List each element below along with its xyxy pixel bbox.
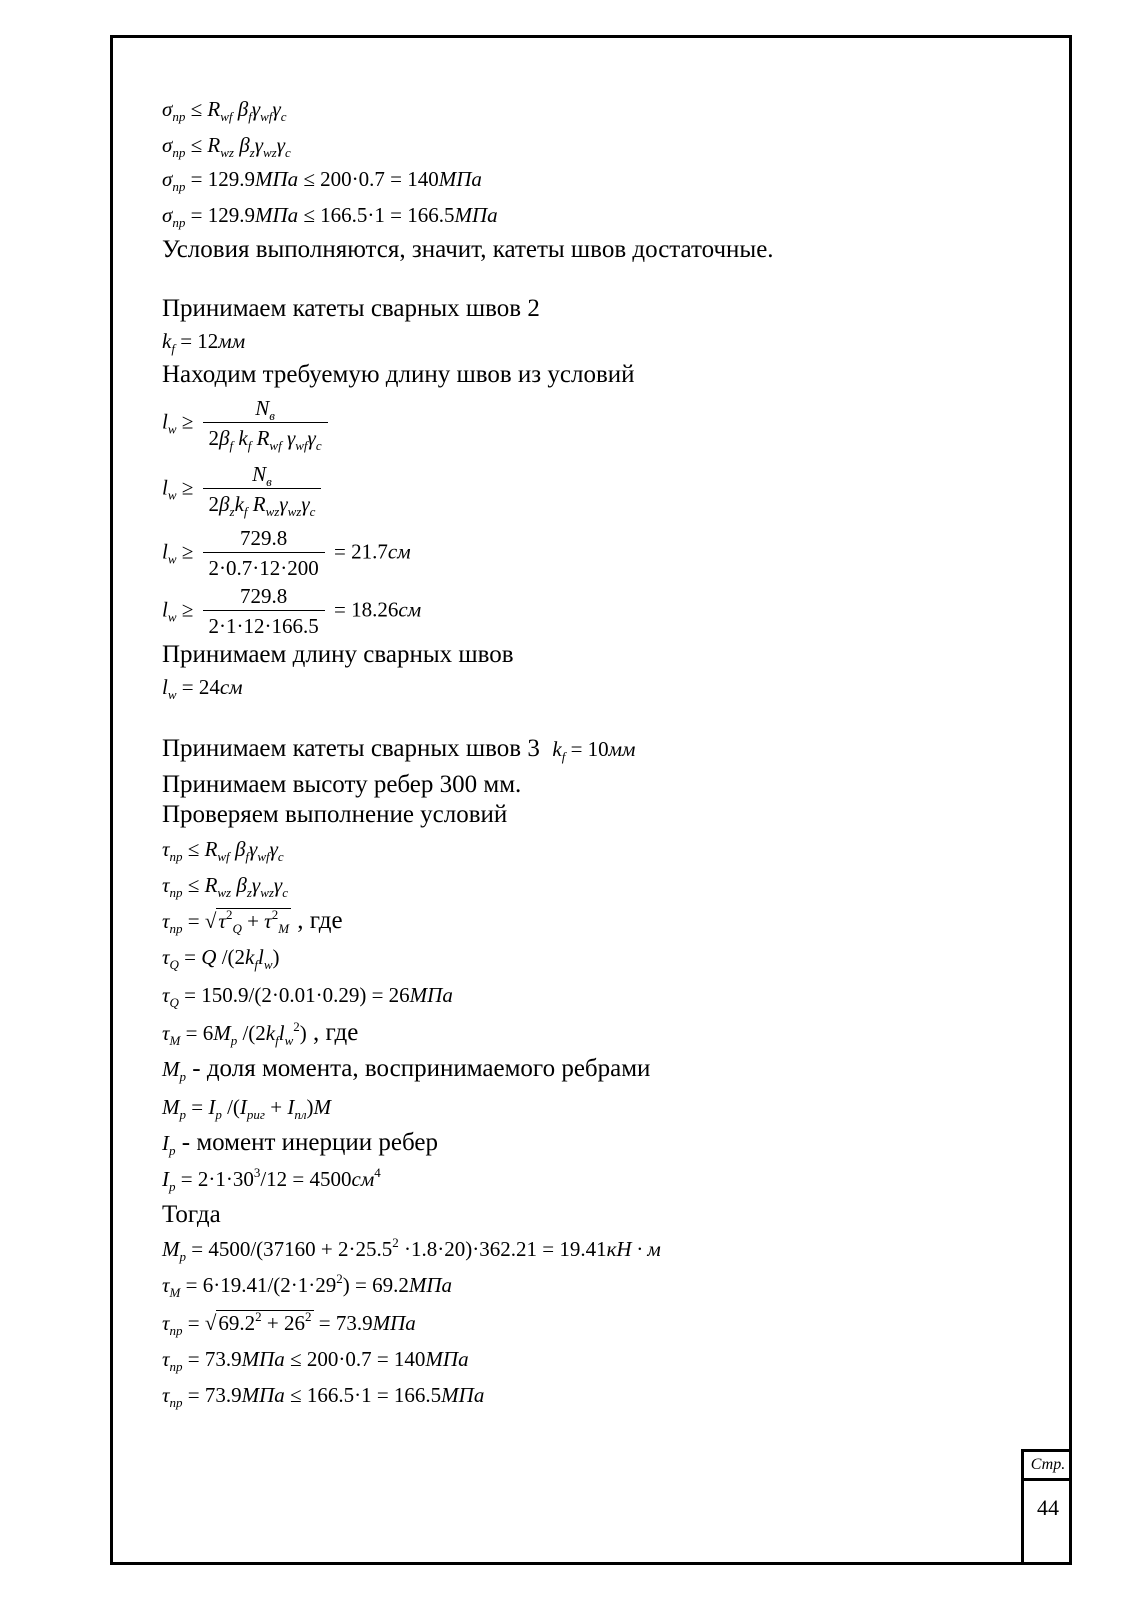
formula-sigma-wf: $\sigma_{пр} \le R_{wf}$ $\beta_f\gamma_{wf}\gamma_c$ (162, 97, 287, 124)
formula-tau-check-1: $\tau_{пр} = 73.9МПа \le 200\cdot 0.7 = 140МПа$ (162, 1347, 469, 1374)
text-check-conditions: Проверяем выполнение условий (162, 801, 508, 828)
text-weld-length: Принимаем длину сварных швов (162, 641, 514, 668)
formula-sigma-check-2: $\sigma_{пр} = 129.9МПа \le 166.5\cdot 1 = 166.5МПа$ (162, 203, 498, 230)
formula-tau-m-calc: $\tau_M = 6\cdot 19.41/(2\cdot 1\cdot 29^2) = 69.2МПа$ (162, 1271, 453, 1300)
formula-lw-fraction-f: $l_w$ ≥ $\frac{N_в}{2\beta_f k_f R_{wf} \gamma_{wf}\gamma_c}$ (162, 396, 332, 451)
formula-tau-check-2: $\tau_{пр} = 73.9МПа \le 166.5\cdot 1 = 166.5МПа$ (162, 1383, 485, 1410)
page-number: 44 (1037, 1495, 1059, 1520)
formula-sigma-wz: $\sigma_{пр} \le R_{wz}$ $\beta_z\gamma_{wz}\gamma_c$ (162, 133, 291, 160)
formula-tau-wz: $\tau_{пр} \le R_{wz}$ $\beta_z\gamma_{wz}\gamma_c$ (162, 873, 288, 900)
formula-tau-wf: $\tau_{пр} \le R_{wf}$ $\beta_f\gamma_{wf}\gamma_c$ (162, 837, 284, 864)
formula-tau-sqrt: $\tau_{пр} = √\tau^2_Q + \tau^2_M$ , где (162, 907, 343, 936)
formula-lw-calc-2: $l_w$ ≥ $\frac{729.8}{2\cdot 1\cdot 12\cdot 166.5}$ = 18.26см (162, 584, 422, 638)
text-weld-legs-3: Принимаем катеты сварных швов 3 $k_f = 10мм$ (162, 735, 636, 764)
formula-ip-calc: $I_p = 2\cdot 1\cdot 30^3/12 = 4500см^4$ (162, 1165, 381, 1194)
formula-tau-q-calc: $\tau_Q = 150.9/(2\cdot 0.01\cdot 0.29) = 26МПа$ (162, 983, 453, 1010)
text-conditions-met: Условия выполняются, значит, катеты швов достаточные. (162, 236, 774, 263)
text-rib-inertia: $I_p$ - момент инерции ребер (162, 1129, 438, 1158)
formula-tau-m: $\tau_M = 6M_p$ $/(2k_fl_w^2)$ , где (162, 1019, 359, 1048)
formula-kf-12: $k_f = 12мм$ (162, 329, 246, 356)
text-find-length: Находим требуемую длину швов из условий (162, 361, 635, 388)
formula-tau-sqrt-calc: $\tau_{пр} = √69.2^2 + 26^2 = 73.9МПа$ (162, 1309, 416, 1338)
text-weld-legs-2: Принимаем катеты сварных швов 2 (162, 295, 540, 322)
formula-mp: $M_p = I_p$ $/(I_{риг} + I_{пл})M$ (162, 1095, 332, 1122)
text-then: Тогда (162, 1201, 221, 1228)
formula-lw-24: $l_w = 24см$ (162, 675, 243, 702)
page-label: Стр. (1024, 1452, 1072, 1481)
text-moment-share: $M_p$ - доля момента, воспринимаемого ребрами (162, 1055, 651, 1084)
formula-tau-q: $\tau_Q = Q$ $/(2k_fl_w)$ (162, 945, 280, 972)
formula-lw-calc-1: $l_w$ ≥ $\frac{729.8}{2\cdot 0.7\cdot 12\cdot 200}$ = 21.7см (162, 526, 411, 580)
text-rib-height: Принимаем высоту ребер 300 мм. (162, 771, 522, 798)
page-number-stamp (1021, 1449, 1072, 1565)
formula-sigma-check-1: $\sigma_{пр} = 129.9МПа \le 200\cdot 0.7 = 140МПа$ (162, 167, 482, 194)
formula-lw-fraction-z: $l_w$ ≥ $\frac{N_в}{2\beta_zk_f R_{wz}\gamma_{wz}\gamma_c}$ (162, 462, 325, 517)
formula-mp-calc: $M_p = 4500/(37160 + 2\cdot 25.5^2 \cdot 1.8\cdot 20)\cdot 362.21 = 19.41кН \cdot м$ (162, 1235, 661, 1264)
